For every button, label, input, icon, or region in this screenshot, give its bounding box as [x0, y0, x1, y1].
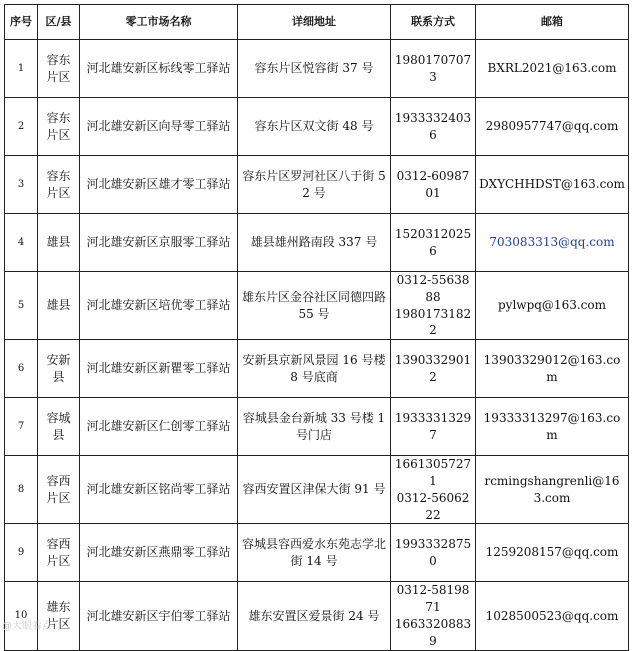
email-cell: 13903329012@163.com — [476, 340, 629, 398]
row-number: 2 — [5, 98, 38, 156]
district-cell: 容西片区 — [38, 524, 80, 582]
contact-cell: 19933328750 — [391, 524, 476, 582]
market-name-cell: 河北雄安新区培优零工驿站 — [80, 272, 238, 340]
contact-cell: 19333324036 — [391, 98, 476, 156]
market-name-cell: 河北雄安新区燕鼎零工驿站 — [80, 524, 238, 582]
address-cell: 容城县容西爱水东苑志学北街 14 号 — [238, 524, 391, 582]
email-cell: BXRL2021@163.com — [476, 40, 629, 98]
row-number: 7 — [5, 398, 38, 456]
email-cell: 1028500523@qq.com — [476, 582, 629, 650]
contact-cell: 19333313297 — [391, 398, 476, 456]
row-number: 3 — [5, 156, 38, 214]
market-name-cell: 河北雄安新区宇伯零工驿站 — [80, 582, 238, 650]
district-cell: 容东片区 — [38, 156, 80, 214]
header-row — [5, 5, 629, 40]
district-cell: 雄东片区 — [38, 582, 80, 650]
table-row — [5, 524, 629, 582]
market-name-cell: 河北雄安新区京服零工驿站 — [80, 214, 238, 272]
table-row — [5, 272, 629, 340]
market-name-cell: 河北雄安新区雄才零工驿站 — [80, 156, 238, 214]
labor-market-table — [4, 4, 629, 651]
email-cell: 1259208157@qq.com — [476, 524, 629, 582]
header-no: 序号 — [5, 5, 38, 40]
row-number: 1 — [5, 40, 38, 98]
email-cell: rcmingshangrenli@163.com — [476, 456, 629, 524]
address-cell: 雄东片区金谷社区同德四路 55 号 — [238, 272, 391, 340]
address-cell: 容城县金台新城 33 号楼 1 号门店 — [238, 398, 391, 456]
header-address: 详细地址 — [238, 5, 391, 40]
header-district: 区/县 — [38, 5, 80, 40]
row-number: 4 — [5, 214, 38, 272]
email-cell: DXYCHHDST@163.com — [476, 156, 629, 214]
contact-cell: 15203120256 — [391, 214, 476, 272]
table-row — [5, 98, 629, 156]
district-cell: 雄县 — [38, 272, 80, 340]
market-name-cell: 河北雄安新区仁创零工驿站 — [80, 398, 238, 456]
contact-cell: 0312-5563888 19801731822 — [391, 272, 476, 340]
row-number: 5 — [5, 272, 38, 340]
address-cell: 容西安置区津保大街 91 号 — [238, 456, 391, 524]
address-cell: 安新县京新风景园 16 号楼 8 号底商 — [238, 340, 391, 398]
email-cell: 19333313297@163.com — [476, 398, 629, 456]
address-cell: 容东片区罗河社区八于街 52 号 — [238, 156, 391, 214]
address-cell: 容东片区悦容街 37 号 — [238, 40, 391, 98]
market-name-cell: 河北雄安新区新瞿零工驿站 — [80, 340, 238, 398]
row-number: 8 — [5, 456, 38, 524]
market-name-cell: 河北雄安新区向导零工驿站 — [80, 98, 238, 156]
contact-cell: 0312-6098701 — [391, 156, 476, 214]
table-row — [5, 582, 629, 650]
email-link[interactable]: 703083313@qq.com — [476, 214, 629, 272]
table-row — [5, 456, 629, 524]
email-cell: pylwpq@163.com — [476, 272, 629, 340]
table-row — [5, 156, 629, 214]
market-name-cell: 河北雄安新区标线零工驿站 — [80, 40, 238, 98]
address-cell: 容东片区双文街 48 号 — [238, 98, 391, 156]
district-cell: 容城县 — [38, 398, 80, 456]
row-number: 10 — [5, 582, 38, 650]
row-number: 9 — [5, 524, 38, 582]
district-cell: 容东片区 — [38, 98, 80, 156]
contact-cell: 13903329012 — [391, 340, 476, 398]
watermark: @大眼看点 — [2, 621, 52, 632]
district-cell: 安新县 — [38, 340, 80, 398]
row-number: 6 — [5, 340, 38, 398]
district-cell: 容东片区 — [38, 40, 80, 98]
table-row — [5, 340, 629, 398]
contact-cell: 0312-5819871 16633208839 — [391, 582, 476, 650]
table-row — [5, 398, 629, 456]
district-cell: 雄县 — [38, 214, 80, 272]
table-row — [5, 214, 629, 272]
contact-cell: 19801707073 — [391, 40, 476, 98]
table-row — [5, 40, 629, 98]
contact-cell: 16613057271 0312-5606222 — [391, 456, 476, 524]
header-market-name: 零工市场名称 — [80, 5, 238, 40]
email-cell: 2980957747@qq.com — [476, 98, 629, 156]
header-contact: 联系方式 — [391, 5, 476, 40]
address-cell: 雄县雄州路南段 337 号 — [238, 214, 391, 272]
header-email: 邮箱 — [476, 5, 629, 40]
district-cell: 容西片区 — [38, 456, 80, 524]
address-cell: 雄东安置区爱景街 24 号 — [238, 582, 391, 650]
market-name-cell: 河北雄安新区铭尚零工驿站 — [80, 456, 238, 524]
